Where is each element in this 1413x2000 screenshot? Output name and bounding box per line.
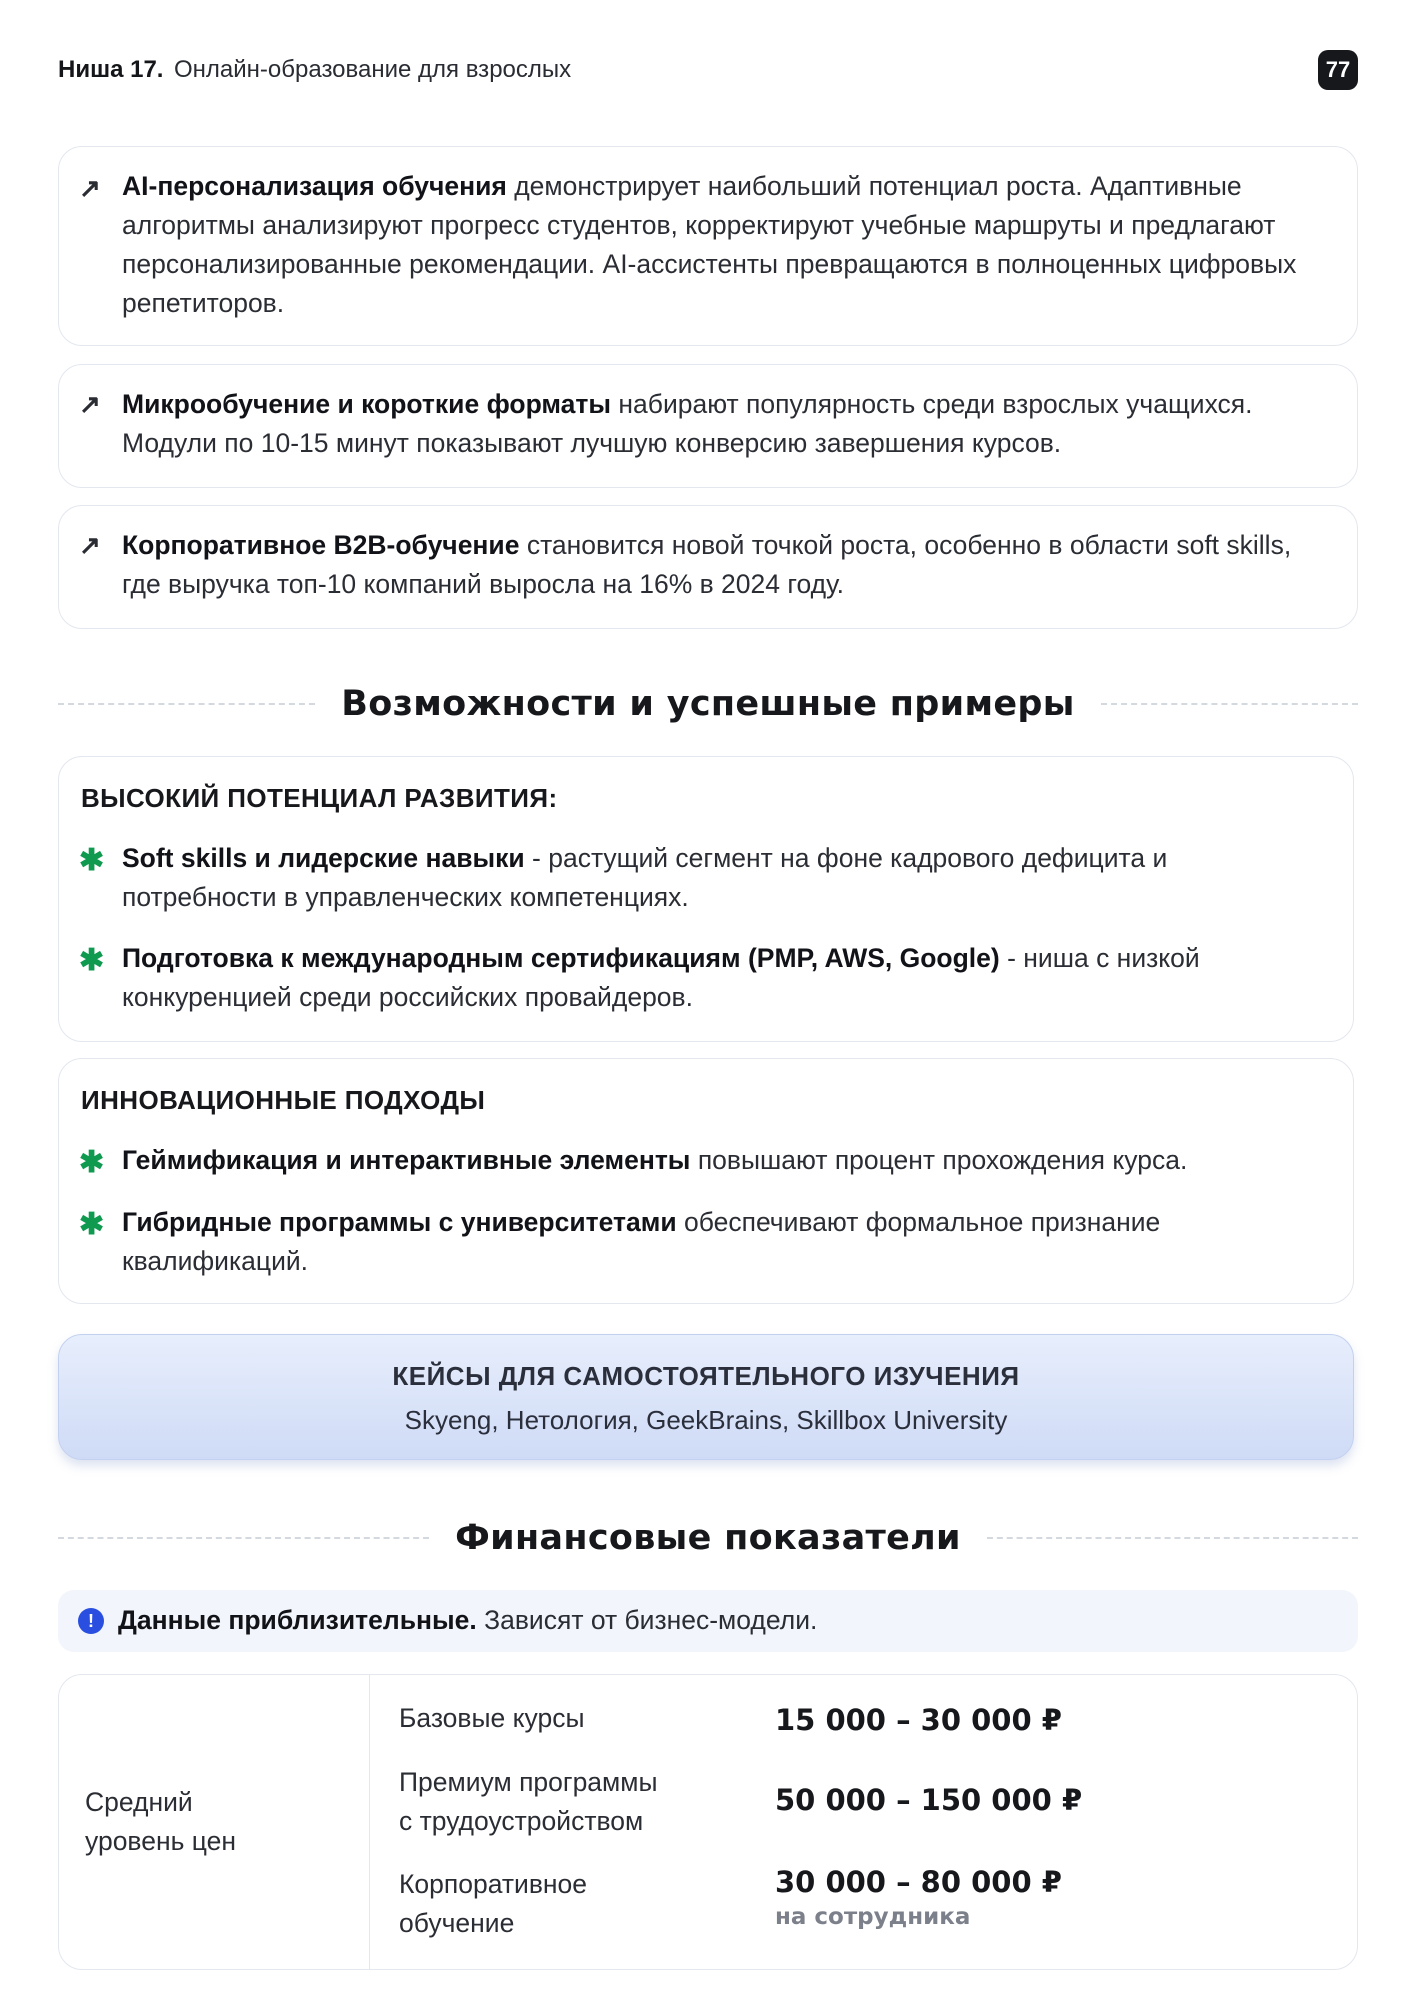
dashed-divider <box>987 1537 1358 1539</box>
row-name-line: Базовые курсы <box>399 1703 585 1733</box>
arrow-up-right-icon: ↗ <box>79 530 101 560</box>
item-bold: Гибридные программы с университетами <box>122 1207 677 1237</box>
dashed-divider <box>58 703 315 705</box>
table-divider <box>369 1675 370 1969</box>
row-name-line: обучение <box>399 1908 515 1938</box>
notice-text <box>118 1605 817 1636</box>
trend-card-microlearning <box>58 364 1358 488</box>
item-text <box>122 1141 1313 1180</box>
niche-number: Ниша 17. <box>58 56 164 83</box>
notice-body: Зависят от бизнес-модели. <box>476 1605 818 1635</box>
dashed-divider <box>1101 703 1358 705</box>
price-row-value: 50 000 – 150 000 ₽ <box>775 1783 1083 1817</box>
price-row-name <box>399 1699 729 1738</box>
asterisk-icon: ✱ <box>79 1208 105 1241</box>
cases-title: КЕЙСЫ ДЛЯ САМОСТОЯТЕЛЬНОГО ИЗУЧЕНИЯ <box>392 1361 1020 1391</box>
trend-text <box>122 385 1333 463</box>
row-name-line: с трудоустройством <box>399 1806 644 1836</box>
price-level-label <box>85 1783 325 1861</box>
box-title: ИННОВАЦИОННЫЕ ПОДХОДЫ <box>81 1085 486 1115</box>
dashed-divider <box>58 1537 429 1539</box>
asterisk-icon: ✱ <box>79 844 105 877</box>
row-name-line: Корпоративное <box>399 1869 588 1899</box>
cases-list: Skyeng, Нетология, GeekBrains, Skillbox University <box>404 1405 1008 1435</box>
trend-body: набирают популярность среди взрослых учащихся. Модули по 10-15 минут показывают лучшую конверсию завершения курсов. <box>122 389 1253 458</box>
cases-banner <box>58 1334 1354 1460</box>
trend-card-b2b <box>58 505 1358 629</box>
trend-text <box>122 167 1333 323</box>
price-row-value: 15 000 – 30 000 ₽ <box>775 1703 1062 1737</box>
trend-body: демонстрирует наибольший потенциал роста. Адаптивные алгоритмы анализируют прогресс студентов, корректируют учебные маршруты и предлагают персонализированные рекомендации. AI-ассистенты превращаются в полноценных цифровых репетиторов. <box>122 171 1297 318</box>
section-title: Финансовые показатели <box>455 1518 961 1558</box>
item-bold: Soft skills и лидерские навыки <box>122 843 525 873</box>
asterisk-icon: ✱ <box>79 1146 105 1179</box>
page-number-badge: 77 <box>1318 50 1358 90</box>
price-table <box>58 1674 1358 1970</box>
trend-bold: AI-персонализация обучения <box>122 171 507 201</box>
info-icon: ! <box>78 1608 104 1634</box>
item-body: повышают процент прохождения курса. <box>690 1145 1188 1175</box>
price-row-name <box>399 1865 729 1943</box>
trend-card-ai <box>58 146 1358 346</box>
high-potential-box <box>58 756 1354 1042</box>
section-heading-finance <box>58 1518 1358 1558</box>
niche-title: Онлайн-образование для взрослых <box>174 56 572 83</box>
item-body: - растущий сегмент на фоне кадрового дефицита и потребности в управленческих компетенциях. <box>122 843 1168 912</box>
label-line: Средний <box>85 1787 193 1817</box>
item-bold: Геймификация и интерактивные элементы <box>122 1145 691 1175</box>
trend-bold: Корпоративное B2B-обучение <box>122 530 520 560</box>
trend-bold: Микрообучение и короткие форматы <box>122 389 612 419</box>
trend-text <box>122 526 1333 604</box>
section-heading-opportunities <box>58 684 1358 724</box>
asterisk-icon: ✱ <box>79 944 105 977</box>
item-text <box>122 839 1313 917</box>
trend-body: становится новой точкой роста, особенно в области soft skills, где выручка топ-10 компаний выросла на 16% в 2024 году. <box>122 530 1292 599</box>
item-text <box>122 1203 1313 1281</box>
approximate-data-notice <box>58 1590 1358 1652</box>
box-title: ВЫСОКИЙ ПОТЕНЦИАЛ РАЗВИТИЯ: <box>81 783 558 813</box>
label-line: уровень цен <box>85 1826 237 1856</box>
price-row-value: 30 000 – 80 000 ₽ <box>775 1865 1062 1899</box>
item-body: - ниша с низкой конкуренцией среди российских провайдеров. <box>122 943 1200 1012</box>
price-row-sub: на сотрудника <box>775 1904 971 1930</box>
notice-bold: Данные приблизительные. <box>118 1605 477 1635</box>
innovative-approaches-box <box>58 1058 1354 1304</box>
arrow-up-right-icon: ↗ <box>79 173 101 203</box>
arrow-up-right-icon: ↗ <box>79 389 101 419</box>
price-row-name <box>399 1763 729 1841</box>
item-bold: Подготовка к международным сертификациям (PMP, AWS, Google) <box>122 943 1000 973</box>
section-title: Возможности и успешные примеры <box>341 684 1075 724</box>
item-body: обеспечивают формальное признание квалификаций. <box>122 1207 1161 1276</box>
item-text <box>122 939 1313 1017</box>
row-name-line: Премиум программы <box>399 1767 658 1797</box>
